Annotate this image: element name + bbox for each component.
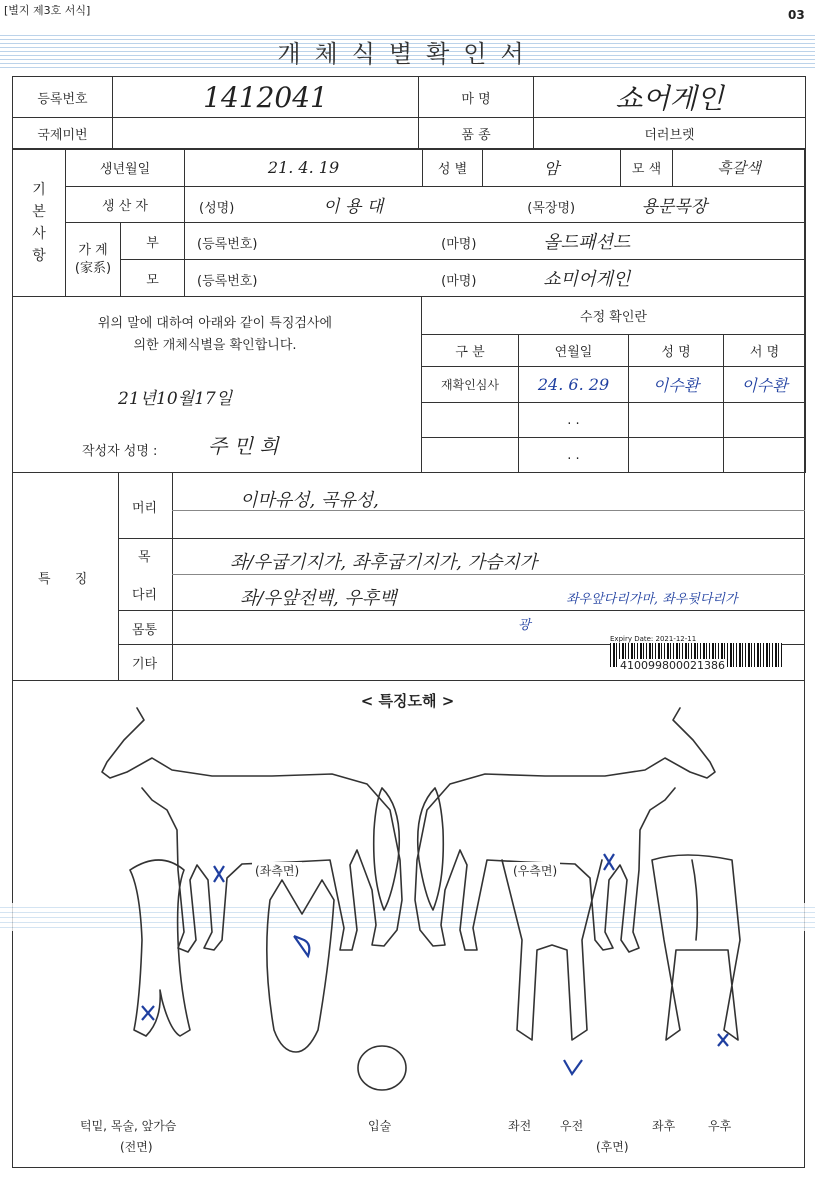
basic-info-table <box>12 148 806 297</box>
color-value: 흑갈색 <box>673 149 806 187</box>
color-label: 모 색 <box>621 149 673 187</box>
sire-name-tag: (마명) <box>441 237 477 252</box>
features-label: 특 징 <box>38 572 98 587</box>
sire-reg-tag: (등록번호) <box>197 237 258 252</box>
birth-value: 21. 4. 19 <box>185 149 423 187</box>
breeder-label: 생 산 자 <box>66 187 185 223</box>
horse-right-side-drawing <box>415 708 715 952</box>
row1-sign: 이수환 <box>724 367 806 403</box>
lineage-label: 가 계 (家系) <box>66 223 121 297</box>
writer-signature: 주 민 희 <box>208 434 279 458</box>
revision-table <box>421 296 806 473</box>
col-category: 구 분 <box>422 335 519 367</box>
birth-label: 생년월일 <box>66 149 185 187</box>
basic-side-label: 기 본 사 항 <box>13 149 66 297</box>
horse-name-value: 쇼어게인 <box>534 77 806 118</box>
body-label: 몸통 <box>132 623 158 638</box>
form-number: 03 <box>788 8 805 22</box>
top-table <box>12 76 806 150</box>
diagram-title: < 특징도해 > <box>360 692 455 710</box>
form-label: [별지 제3호 서식] <box>4 4 91 17</box>
neck-legs-value-1: 좌/우굽기지가, 좌후굽기지가, 가슴지가 <box>230 552 538 573</box>
horse-front-chest-drawing <box>130 860 190 1036</box>
intl-no-value <box>113 118 419 150</box>
horse-rear-drawing <box>652 855 740 1040</box>
hind-left-leg-label: 좌후 <box>652 1119 676 1133</box>
dam-name: 쇼미어게인 <box>543 269 631 290</box>
hind-right-leg-label: 우후 <box>708 1119 732 1133</box>
front-left-leg-label: 좌전 <box>508 1119 532 1133</box>
front-caption: 턱밑, 목술, 앞가슴 <box>80 1119 177 1133</box>
farm-tag: (목장명) <box>527 201 576 216</box>
dam-cell <box>185 260 806 297</box>
intl-no-label: 국제미번 <box>13 118 113 150</box>
rear-label: (후면) <box>596 1140 629 1154</box>
breed-label: 품 종 <box>419 118 534 150</box>
dam-label: 모 <box>121 260 185 297</box>
horse-name-label: 마 명 <box>419 77 534 118</box>
dam-reg-tag: (등록번호) <box>197 274 258 289</box>
reg-no-value: 1412041 <box>113 77 419 118</box>
front-right-leg-label: 우전 <box>560 1119 584 1133</box>
row1-name: 이수환 <box>629 367 724 403</box>
horse-left-side-drawing <box>102 708 402 952</box>
horse-head-front-drawing <box>267 880 334 1052</box>
statement-line-2: 의한 개체식별을 확인합니다. <box>133 338 297 353</box>
etc-label: 기타 <box>132 657 158 672</box>
horse-lips-drawing <box>358 1046 406 1090</box>
sex-label: 성 별 <box>423 149 483 187</box>
confirm-date: 21년10월17일 <box>118 389 233 409</box>
col-sign: 서 명 <box>724 335 806 367</box>
confirm-statement <box>20 313 410 357</box>
farm-name: 용문목장 <box>641 197 708 217</box>
left-side-label: (좌측면) <box>252 862 302 879</box>
col-name: 성 명 <box>629 335 724 367</box>
breeder-name-tag: (성명) <box>199 201 235 216</box>
page-title: 개체식별확인서 <box>277 40 538 68</box>
breed-value: 더러브렛 <box>534 118 806 150</box>
row3-date: . . <box>519 438 629 473</box>
barcode-number: 410099800021386 <box>620 659 725 672</box>
dam-name-tag: (마명) <box>441 274 477 289</box>
sire-name: 올드패션드 <box>543 232 631 253</box>
row1-date: 24. 6. 29 <box>519 367 629 403</box>
head-label: 머리 <box>132 501 158 516</box>
writer-label: 작성자 성명 : <box>82 444 158 459</box>
legs-blue-note-2: 광 <box>518 618 531 633</box>
reg-no-label: 등록번호 <box>13 77 113 118</box>
horse-diagrams <box>12 700 805 1140</box>
breeder-cell <box>185 187 806 223</box>
statement-line-1: 위의 말에 대하여 아래와 같이 특징검사에 <box>97 316 333 331</box>
front-label: (전면) <box>120 1140 153 1154</box>
sex-value: 암 <box>483 149 621 187</box>
barcode-expiry: Expiry Date: 2021-12-11 <box>610 635 697 643</box>
legs-label: 다리 <box>132 588 158 603</box>
neck-legs-value-2: 좌/우앞전백, 우후백 <box>240 588 397 609</box>
neck-label: 목 <box>138 550 151 565</box>
revision-title: 수정 확인란 <box>422 297 806 335</box>
right-side-label: (우측면) <box>510 862 560 879</box>
lips-caption: 입술 <box>368 1119 392 1133</box>
horse-legs-front-drawing <box>502 860 602 1040</box>
row2-date: . . <box>519 403 629 438</box>
col-date: 연월일 <box>519 335 629 367</box>
legs-blue-note: 좌우앞다리가마, 좌우뒷다리가 <box>566 592 738 607</box>
sire-cell <box>185 223 806 260</box>
sire-label: 부 <box>121 223 185 260</box>
row1-category: 재확인심사 <box>422 367 519 403</box>
head-value: 이마유성, 곡유성, <box>240 490 379 511</box>
breeder-name: 이 용 대 <box>323 197 384 217</box>
